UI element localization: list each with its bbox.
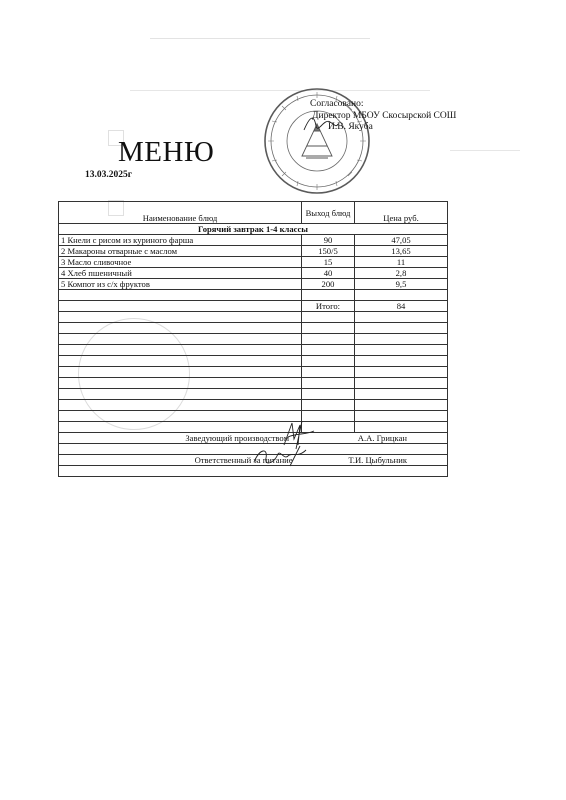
- menu-date: 13.03.2025г: [85, 170, 133, 180]
- total-row: [59, 301, 448, 312]
- empty-row: [59, 422, 448, 433]
- empty-row: [59, 356, 448, 367]
- dish-price: 9,5: [355, 279, 448, 290]
- table-row: [59, 268, 448, 279]
- dish-yield: 200: [302, 279, 355, 290]
- nutrition-signature-mark: [250, 444, 312, 468]
- total-label: Итого:: [302, 301, 355, 312]
- empty-row: [59, 345, 448, 356]
- ghost-line: [150, 38, 370, 39]
- empty-row: [59, 334, 448, 345]
- empty-row: [59, 323, 448, 334]
- table-row: [59, 279, 448, 290]
- approval-name: И.В. Якуба: [328, 122, 373, 132]
- empty-row: [59, 378, 448, 389]
- empty-row: [59, 411, 448, 422]
- dish-yield: 150/5: [302, 246, 355, 257]
- approval-label: Согласовано:: [310, 99, 364, 109]
- dish-name: 5 Компот из с/х фруктов: [59, 279, 302, 290]
- dish-yield: 90: [302, 235, 355, 246]
- dish-price: 11: [355, 257, 448, 268]
- menu-table: [58, 201, 448, 477]
- empty-row: [59, 400, 448, 411]
- page-title: МЕНЮ: [118, 136, 215, 168]
- dish-price: 2,8: [355, 268, 448, 279]
- dish-name: 3 Масло сливочное: [59, 257, 302, 268]
- empty-row: [59, 312, 448, 323]
- director-signature-mark: [300, 112, 340, 136]
- header-yield: Выход блюд: [302, 202, 355, 224]
- dish-price: 13,65: [355, 246, 448, 257]
- section-title: Горячий завтрак 1-4 классы: [59, 224, 448, 235]
- dish-name: 2 Макароны отварные с маслом: [59, 246, 302, 257]
- dish-price: 47,05: [355, 235, 448, 246]
- dish-name: 4 Хлеб пшеничный: [59, 268, 302, 279]
- nutrition-signature: Ответственный за питание Т.И. Цыбульник: [59, 455, 448, 466]
- dish-yield: 15: [302, 257, 355, 268]
- table-row: [59, 257, 448, 268]
- section-row: [59, 224, 448, 235]
- total-value: 84: [355, 301, 448, 312]
- empty-row: [59, 290, 448, 301]
- dish-yield: 40: [302, 268, 355, 279]
- table-row: [59, 235, 448, 246]
- empty-row: [59, 367, 448, 378]
- signature-row-production: [59, 433, 448, 444]
- dish-name: 1 Кнели с рисом из куриного фарша: [59, 235, 302, 246]
- ghost-line: [450, 150, 520, 151]
- header-price: Цена руб.: [355, 202, 448, 224]
- table-row: [59, 246, 448, 257]
- header-dish-name: Наименование блюд: [59, 202, 302, 224]
- table-header-row: [59, 202, 448, 224]
- approval-director: Директор МБОУ Скосырской СОШ: [312, 110, 457, 121]
- empty-row: [59, 389, 448, 400]
- production-signature: Заведующий производством А.А. Грицкан: [59, 433, 448, 444]
